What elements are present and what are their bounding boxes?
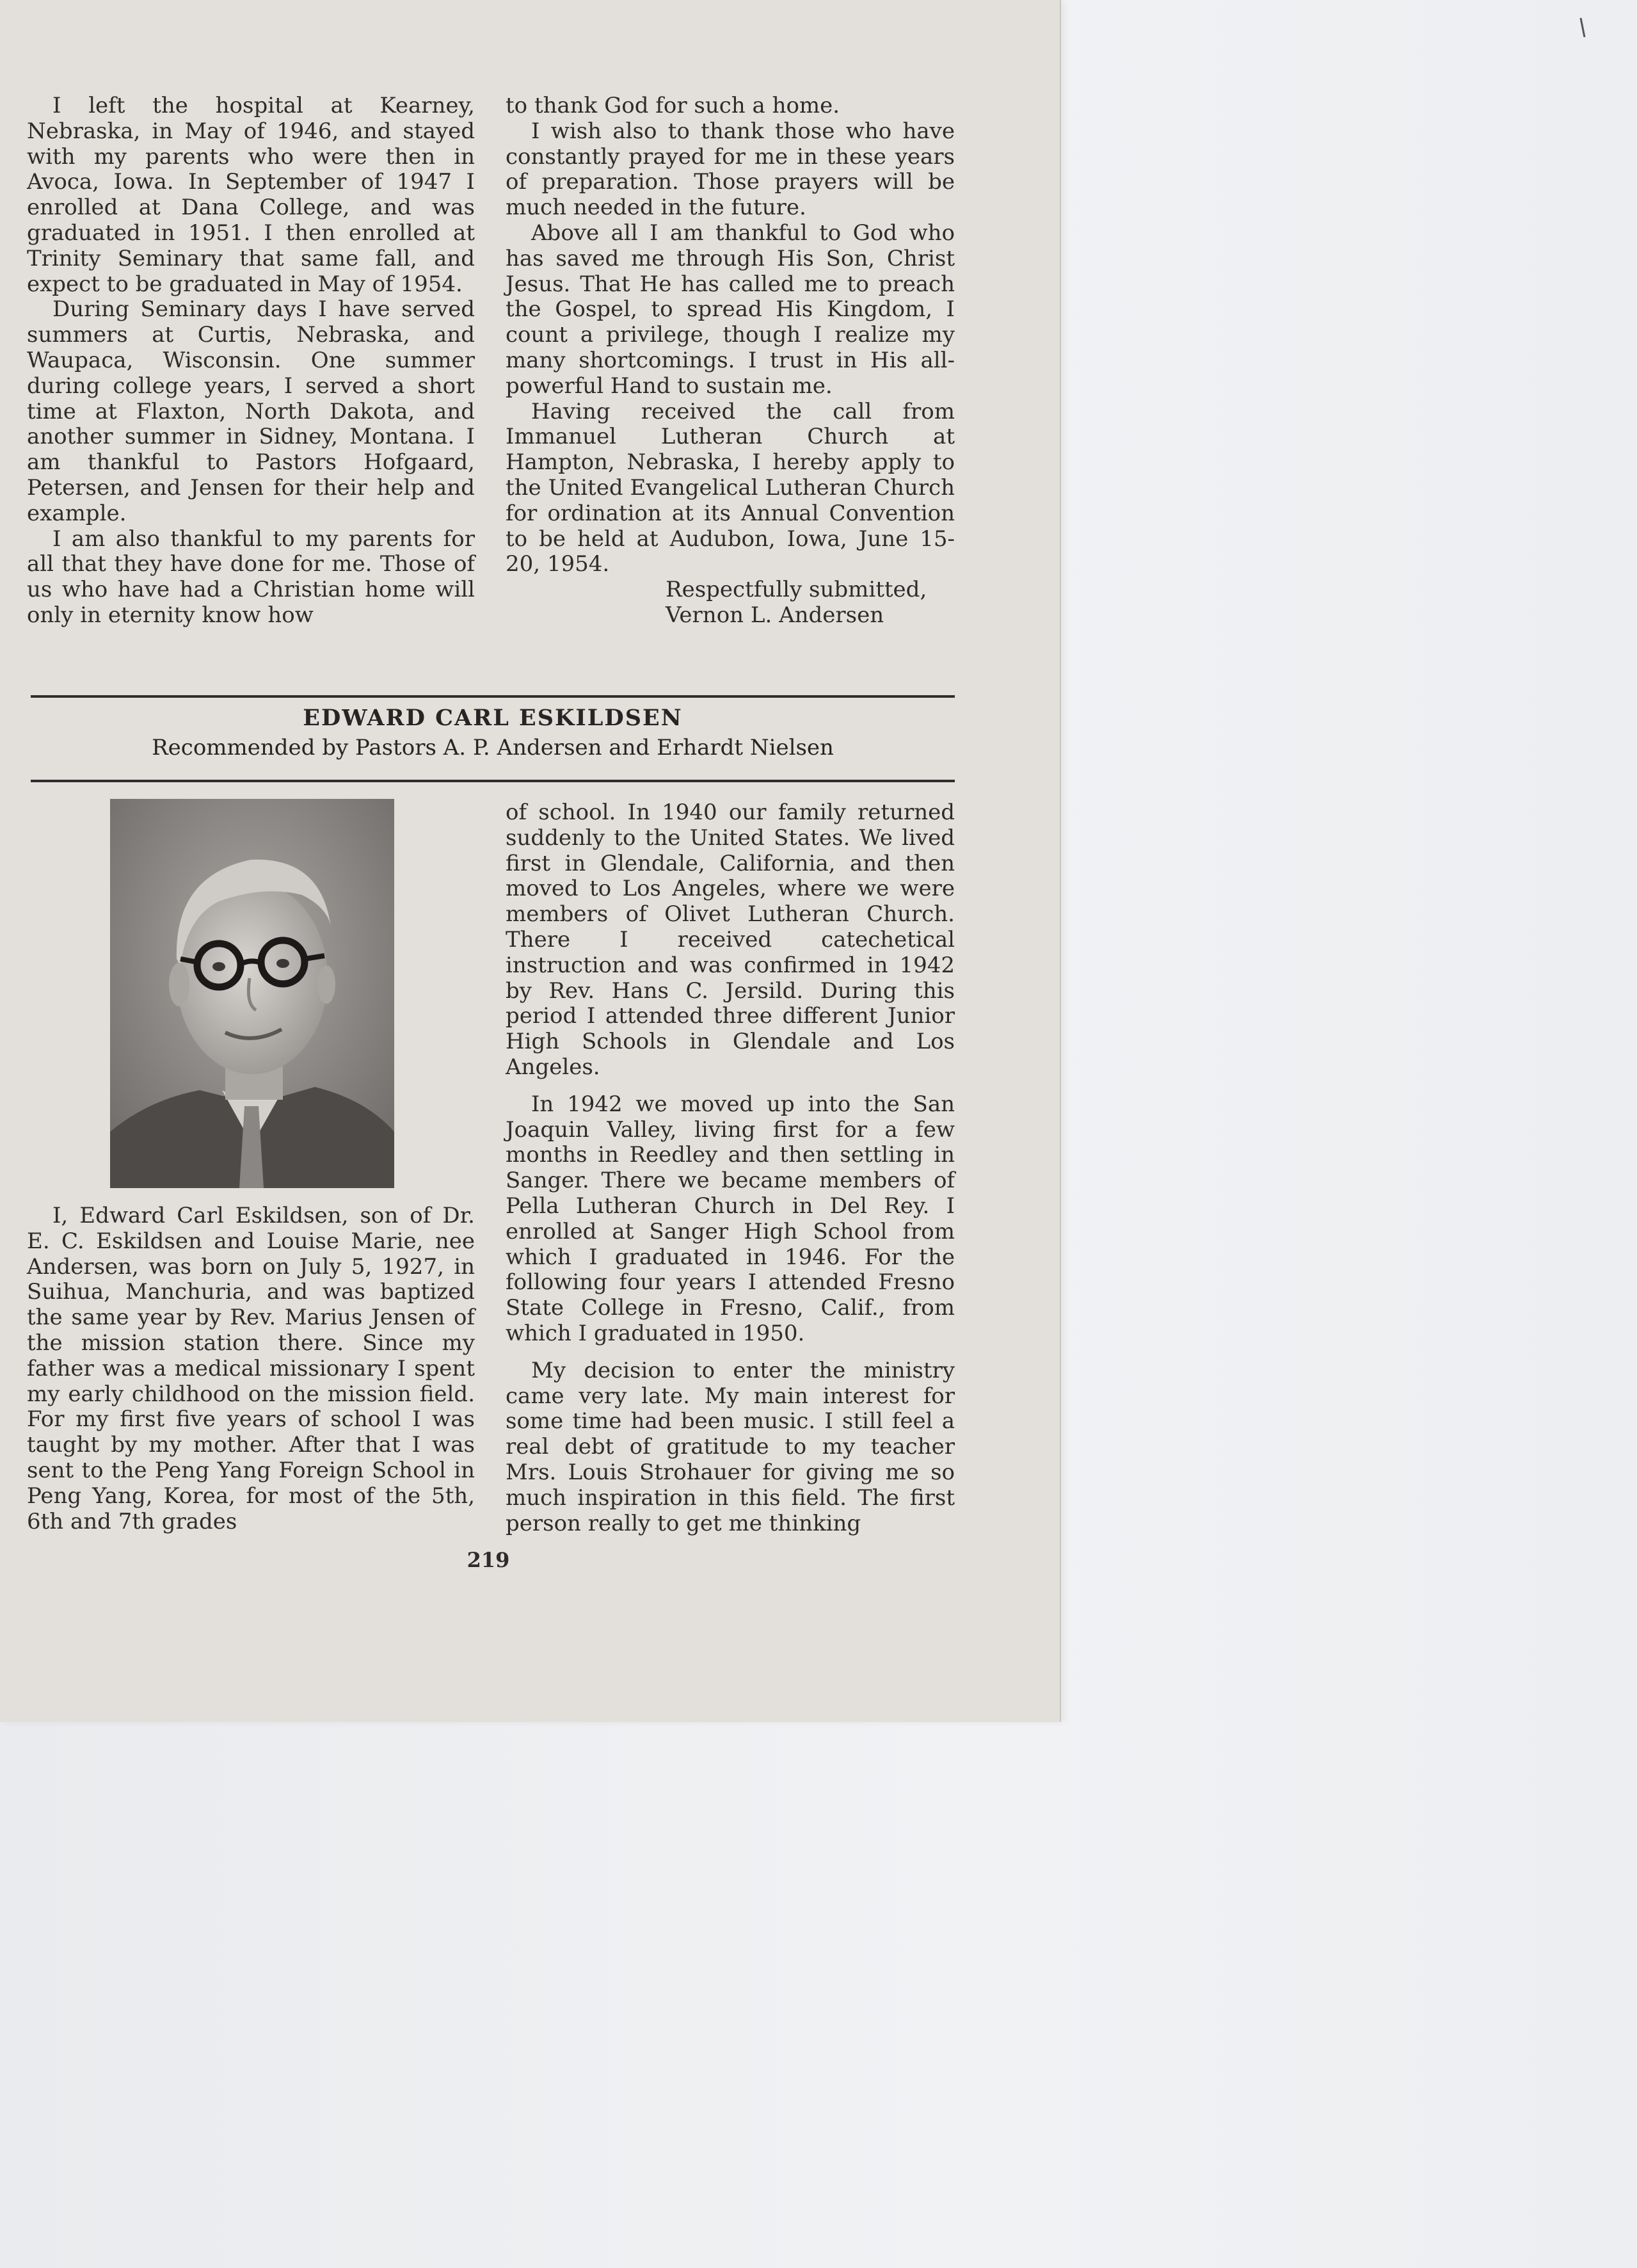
portrait-photo — [110, 799, 394, 1188]
page-number: 219 — [467, 1548, 510, 1572]
column-right-bottom — [506, 800, 955, 1536]
paragraph: I left the hospital at Kearney, Nebraska, in May of 1946, and stayed with my parents who were then in Avoca, Iowa. In September of 1947 I enrolled at Dana College, and was graduated in 1951. I then enrolled at Trinity Seminary that same fall, and expect to be graduated in May of 1954. — [27, 93, 475, 297]
signature-closing: Respectfully submitted, — [666, 577, 927, 603]
signature-name: Vernon L. Andersen — [666, 602, 884, 628]
paragraph: I am also thankful to my parents for all that they have done for me. Those of us who have had a Christian home will only in eternity know how — [27, 526, 475, 628]
section-divider-top — [31, 695, 955, 698]
paragraph: During Seminary days I have served summers at Curtis, Nebraska, and Waupaca, Wisconsin. One summer during college years, I served a short time at Flaxton, North Dakota, and another summer in Sidney, Montana. I am thankful to Pastors Hofgaard, Petersen, and Jensen for their help and example. — [27, 296, 475, 526]
scanner-speck-icon — [1579, 18, 1586, 37]
paragraph: I, Edward Carl Eskildsen, son of Dr. E. C. Eskildsen and Louise Marie, nee Andersen, was born on July 5, 1927, in Suihua, Manchuria, and was baptized the same year by Rev. Marius Jensen of the mission station there. Since my father was a medical missionary I spent my early childhood on the mission field. For my first five years of school I was taught by my mother. After that I was sent to the Peng Yang Foreign School in Peng Yang, Korea, for most of the 5th, 6th and 7th grades — [27, 1203, 475, 1534]
section-heading — [31, 703, 955, 762]
paragraph: of school. In 1940 our family returned suddenly to the United States. We lived first in Glendale, California, and then moved to Los Angeles, where we were members of Olivet Lutheran Church. There I received catechetical instruction and was confirmed in 1942 by Rev. Hans C. Jersild. During this period I attended three different Junior High Schools in Glendale and Los Angeles. — [506, 800, 955, 1080]
paragraph: In 1942 we moved up into the San Joaquin Valley, living first for a few months in Reedley and then settling in Sanger. There we became members of Pella Lutheran Church in Del Rey. I enrolled at Sanger High School from which I graduated in 1946. For the following four years I attended Fresno State College in Fresno, Calif., from which I graduated in 1950. — [506, 1091, 955, 1346]
paragraph: My decision to enter the ministry came very late. My main interest for some time had been music. I still feel a real debt of gratitude to my teacher Mrs. Louis Strohauer for giving me so much inspiration in this field. The first person really to get me thinking — [506, 1357, 955, 1536]
section-divider-bottom — [31, 780, 955, 782]
recommendation-line: Recommended by Pastors A. P. Andersen and Erhardt Nielsen — [152, 735, 834, 760]
column-right-top — [506, 93, 955, 629]
column-left-top — [27, 93, 475, 629]
paragraph: Having received the call from Immanuel Lutheran Church at Hampton, Nebraska, I hereby apply to the United Evangelical Lutheran Church for ordination at its Annual Convention to be held at Audubon, Iowa, June 15-20, 1954. — [506, 398, 955, 577]
column-left-bottom — [27, 1203, 475, 1534]
document-page — [0, 0, 1060, 1722]
candidate-name: EDWARD CARL ESKILDSEN — [303, 705, 683, 731]
paragraph: to thank God for such a home. — [506, 93, 840, 118]
paragraph: I wish also to thank those who have constantly prayed for me in these years of preparation. Those prayers will be much needed in the future. — [506, 118, 955, 221]
paragraph: Above all I am thankful to God who has saved me through His Son, Christ Jesus. That He has called me to preach the Gospel, to spread His Kingdom, I count a privilege, though I realize my many shortcomings. I trust in His all-powerful Hand to sustain me. — [506, 220, 955, 399]
